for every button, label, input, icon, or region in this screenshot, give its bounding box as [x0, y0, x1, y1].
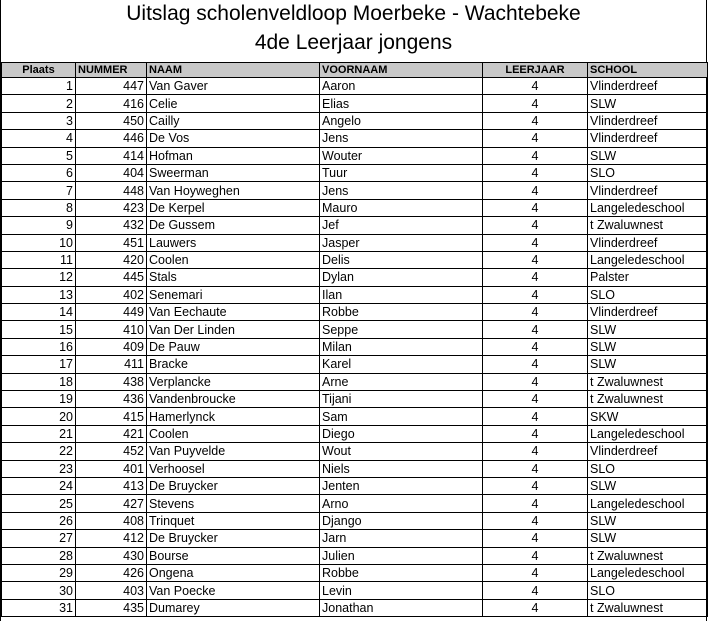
cell-naam: Trinquet	[147, 512, 320, 529]
table-body	[2, 78, 708, 617]
cell-voornaam: Wouter	[320, 147, 483, 164]
cell-school: Vlinderdreef	[588, 304, 708, 321]
table-row	[2, 460, 708, 477]
cell-naam: Lauwers	[147, 234, 320, 251]
cell-voornaam: Tuur	[320, 164, 483, 181]
cell-nummer: 410	[76, 321, 147, 338]
cell-leerjaar: 4	[483, 182, 588, 199]
cell-plaats: 12	[2, 269, 76, 286]
cell-plaats: 17	[2, 356, 76, 373]
cell-nummer: 416	[76, 95, 147, 112]
cell-leerjaar: 4	[483, 304, 588, 321]
cell-nummer: 401	[76, 460, 147, 477]
table-row	[2, 234, 708, 251]
cell-nummer: 404	[76, 164, 147, 181]
cell-nummer: 451	[76, 234, 147, 251]
cell-naam: De Bruycker	[147, 477, 320, 494]
table-row	[2, 547, 708, 564]
cell-naam: Van Eechaute	[147, 304, 320, 321]
cell-nummer: 452	[76, 443, 147, 460]
cell-leerjaar: 4	[483, 564, 588, 581]
table-row	[2, 425, 708, 442]
cell-school: SLO	[588, 582, 708, 599]
table-row	[2, 269, 708, 286]
table-row	[2, 182, 708, 199]
header-naam: NAAM	[147, 63, 320, 78]
cell-plaats: 1	[2, 78, 76, 95]
cell-leerjaar: 4	[483, 443, 588, 460]
cell-leerjaar: 4	[483, 286, 588, 303]
cell-leerjaar: 4	[483, 356, 588, 373]
cell-school: Vlinderdreef	[588, 234, 708, 251]
cell-nummer: 415	[76, 408, 147, 425]
cell-school: Langeledeschool	[588, 425, 708, 442]
cell-naam: De Bruycker	[147, 530, 320, 547]
cell-leerjaar: 4	[483, 477, 588, 494]
cell-school: SLO	[588, 286, 708, 303]
cell-voornaam: Jef	[320, 217, 483, 234]
cell-plaats: 24	[2, 477, 76, 494]
cell-plaats: 8	[2, 199, 76, 216]
cell-leerjaar: 4	[483, 321, 588, 338]
cell-plaats: 19	[2, 391, 76, 408]
table-row	[2, 495, 708, 512]
cell-voornaam: Tijani	[320, 391, 483, 408]
cell-leerjaar: 4	[483, 391, 588, 408]
cell-school: Langeledeschool	[588, 251, 708, 268]
cell-naam: Hofman	[147, 147, 320, 164]
cell-school: Langeledeschool	[588, 495, 708, 512]
cell-plaats: 30	[2, 582, 76, 599]
cell-naam: Van Poecke	[147, 582, 320, 599]
cell-leerjaar: 4	[483, 130, 588, 147]
table-row	[2, 391, 708, 408]
cell-school: SLW	[588, 95, 708, 112]
cell-naam: Coolen	[147, 251, 320, 268]
cell-naam: Verplancke	[147, 373, 320, 390]
cell-plaats: 3	[2, 112, 76, 129]
cell-naam: Ongena	[147, 564, 320, 581]
cell-naam: De Pauw	[147, 338, 320, 355]
cell-plaats: 18	[2, 373, 76, 390]
cell-naam: Verhoosel	[147, 460, 320, 477]
cell-school: SLW	[588, 356, 708, 373]
cell-naam: De Vos	[147, 130, 320, 147]
header-school: SCHOOL	[588, 63, 708, 78]
table-row	[2, 338, 708, 355]
cell-voornaam: Jarn	[320, 530, 483, 547]
cell-school: SLO	[588, 164, 708, 181]
cell-plaats: 11	[2, 251, 76, 268]
cell-school: SLW	[588, 477, 708, 494]
cell-school: SKW	[588, 408, 708, 425]
cell-leerjaar: 4	[483, 78, 588, 95]
cell-voornaam: Arne	[320, 373, 483, 390]
cell-leerjaar: 4	[483, 373, 588, 390]
table-row	[2, 251, 708, 268]
table-row	[2, 443, 708, 460]
cell-leerjaar: 4	[483, 512, 588, 529]
cell-nummer: 427	[76, 495, 147, 512]
cell-school: SLW	[588, 321, 708, 338]
cell-school: SLW	[588, 512, 708, 529]
cell-leerjaar: 4	[483, 338, 588, 355]
cell-plaats: 6	[2, 164, 76, 181]
cell-voornaam: Diego	[320, 425, 483, 442]
cell-voornaam: Levin	[320, 582, 483, 599]
cell-plaats: 28	[2, 547, 76, 564]
cell-voornaam: Elias	[320, 95, 483, 112]
cell-leerjaar: 4	[483, 112, 588, 129]
cell-naam: Bourse	[147, 547, 320, 564]
table-row	[2, 112, 708, 129]
table-row	[2, 408, 708, 425]
cell-nummer: 432	[76, 217, 147, 234]
cell-nummer: 420	[76, 251, 147, 268]
cell-naam: Van Puyvelde	[147, 443, 320, 460]
cell-voornaam: Julien	[320, 547, 483, 564]
cell-leerjaar: 4	[483, 269, 588, 286]
cell-nummer: 426	[76, 564, 147, 581]
cell-plaats: 5	[2, 147, 76, 164]
table-row	[2, 78, 708, 95]
cell-voornaam: Delis	[320, 251, 483, 268]
cell-naam: De Kerpel	[147, 199, 320, 216]
cell-nummer: 436	[76, 391, 147, 408]
cell-plaats: 20	[2, 408, 76, 425]
cell-naam: Stevens	[147, 495, 320, 512]
cell-school: t Zwaluwnest	[588, 373, 708, 390]
cell-nummer: 408	[76, 512, 147, 529]
cell-plaats: 31	[2, 599, 76, 616]
cell-nummer: 403	[76, 582, 147, 599]
cell-school: t Zwaluwnest	[588, 217, 708, 234]
cell-voornaam: Ilan	[320, 286, 483, 303]
cell-nummer: 412	[76, 530, 147, 547]
cell-school: Vlinderdreef	[588, 182, 708, 199]
cell-voornaam: Wout	[320, 443, 483, 460]
cell-nummer: 445	[76, 269, 147, 286]
cell-nummer: 447	[76, 78, 147, 95]
cell-naam: De Gussem	[147, 217, 320, 234]
cell-naam: Stals	[147, 269, 320, 286]
cell-leerjaar: 4	[483, 147, 588, 164]
cell-nummer: 449	[76, 304, 147, 321]
table-row	[2, 477, 708, 494]
table-row	[2, 373, 708, 390]
table-row	[2, 147, 708, 164]
cell-leerjaar: 4	[483, 425, 588, 442]
table-row	[2, 356, 708, 373]
page-title: Uitslag scholenveldloop Moerbeke - Wachtebeke	[126, 2, 581, 25]
cell-nummer: 448	[76, 182, 147, 199]
cell-naam: Bracke	[147, 356, 320, 373]
cell-leerjaar: 4	[483, 599, 588, 616]
cell-leerjaar: 4	[483, 547, 588, 564]
cell-nummer: 450	[76, 112, 147, 129]
table-row	[2, 582, 708, 599]
cell-naam: Sweerman	[147, 164, 320, 181]
cell-voornaam: Sam	[320, 408, 483, 425]
table-row	[2, 530, 708, 547]
cell-plaats: 10	[2, 234, 76, 251]
cell-plaats: 15	[2, 321, 76, 338]
table-row	[2, 95, 708, 112]
cell-school: Palster	[588, 269, 708, 286]
cell-school: SLW	[588, 530, 708, 547]
cell-voornaam: Dylan	[320, 269, 483, 286]
cell-voornaam: Niels	[320, 460, 483, 477]
cell-nummer: 413	[76, 477, 147, 494]
cell-voornaam: Angelo	[320, 112, 483, 129]
cell-voornaam: Django	[320, 512, 483, 529]
cell-plaats: 27	[2, 530, 76, 547]
cell-leerjaar: 4	[483, 199, 588, 216]
cell-plaats: 7	[2, 182, 76, 199]
cell-plaats: 29	[2, 564, 76, 581]
cell-voornaam: Seppe	[320, 321, 483, 338]
cell-leerjaar: 4	[483, 495, 588, 512]
cell-school: t Zwaluwnest	[588, 391, 708, 408]
cell-school: Vlinderdreef	[588, 112, 708, 129]
cell-plaats: 23	[2, 460, 76, 477]
cell-school: SLW	[588, 338, 708, 355]
cell-nummer: 446	[76, 130, 147, 147]
cell-plaats: 26	[2, 512, 76, 529]
table-row	[2, 512, 708, 529]
cell-leerjaar: 4	[483, 217, 588, 234]
cell-voornaam: Mauro	[320, 199, 483, 216]
cell-nummer: 438	[76, 373, 147, 390]
cell-naam: Van Hoyweghen	[147, 182, 320, 199]
cell-voornaam: Jonathan	[320, 599, 483, 616]
cell-nummer: 402	[76, 286, 147, 303]
cell-school: SLO	[588, 460, 708, 477]
cell-leerjaar: 4	[483, 234, 588, 251]
cell-leerjaar: 4	[483, 408, 588, 425]
cell-naam: Coolen	[147, 425, 320, 442]
cell-school: t Zwaluwnest	[588, 547, 708, 564]
cell-naam: Dumarey	[147, 599, 320, 616]
cell-leerjaar: 4	[483, 460, 588, 477]
cell-school: Langeledeschool	[588, 199, 708, 216]
cell-plaats: 16	[2, 338, 76, 355]
cell-plaats: 4	[2, 130, 76, 147]
cell-school: Vlinderdreef	[588, 443, 708, 460]
table-row	[2, 599, 708, 616]
cell-nummer: 435	[76, 599, 147, 616]
cell-plaats: 13	[2, 286, 76, 303]
cell-voornaam: Jens	[320, 182, 483, 199]
cell-voornaam: Jenten	[320, 477, 483, 494]
table-row	[2, 130, 708, 147]
cell-voornaam: Aaron	[320, 78, 483, 95]
page-subtitle: 4de Leerjaar jongens	[254, 31, 453, 54]
cell-school: SLW	[588, 147, 708, 164]
cell-school: t Zwaluwnest	[588, 599, 708, 616]
header-nummer: NUMMER	[76, 63, 147, 78]
cell-plaats: 9	[2, 217, 76, 234]
cell-voornaam: Jasper	[320, 234, 483, 251]
cell-naam: Van Der Linden	[147, 321, 320, 338]
cell-nummer: 411	[76, 356, 147, 373]
cell-voornaam: Robbe	[320, 304, 483, 321]
table-row	[2, 217, 708, 234]
cell-nummer: 409	[76, 338, 147, 355]
table-row	[2, 164, 708, 181]
cell-naam: Hamerlynck	[147, 408, 320, 425]
table-row	[2, 286, 708, 303]
cell-voornaam: Arno	[320, 495, 483, 512]
cell-naam: Senemari	[147, 286, 320, 303]
header-plaats: Plaats	[2, 63, 76, 78]
cell-nummer: 421	[76, 425, 147, 442]
cell-plaats: 21	[2, 425, 76, 442]
cell-leerjaar: 4	[483, 530, 588, 547]
table-header-row	[2, 63, 708, 78]
cell-plaats: 22	[2, 443, 76, 460]
cell-leerjaar: 4	[483, 164, 588, 181]
cell-nummer: 430	[76, 547, 147, 564]
table-row	[2, 564, 708, 581]
cell-naam: Vandenbroucke	[147, 391, 320, 408]
cell-naam: Cailly	[147, 112, 320, 129]
cell-voornaam: Robbe	[320, 564, 483, 581]
cell-school: Langeledeschool	[588, 564, 708, 581]
cell-voornaam: Milan	[320, 338, 483, 355]
cell-plaats: 2	[2, 95, 76, 112]
cell-leerjaar: 4	[483, 251, 588, 268]
cell-naam: Celie	[147, 95, 320, 112]
header-voornaam: VOORNAAM	[320, 63, 483, 78]
table-row	[2, 321, 708, 338]
table-row	[2, 199, 708, 216]
cell-plaats: 25	[2, 495, 76, 512]
cell-nummer: 414	[76, 147, 147, 164]
cell-voornaam: Karel	[320, 356, 483, 373]
cell-naam: Van Gaver	[147, 78, 320, 95]
results-table	[1, 62, 708, 617]
cell-school: Vlinderdreef	[588, 130, 708, 147]
cell-nummer: 423	[76, 199, 147, 216]
header-leerjaar: LEERJAAR	[483, 63, 588, 78]
table-row	[2, 304, 708, 321]
cell-voornaam: Jens	[320, 130, 483, 147]
cell-school: Vlinderdreef	[588, 78, 708, 95]
cell-leerjaar: 4	[483, 582, 588, 599]
cell-leerjaar: 4	[483, 95, 588, 112]
cell-plaats: 14	[2, 304, 76, 321]
